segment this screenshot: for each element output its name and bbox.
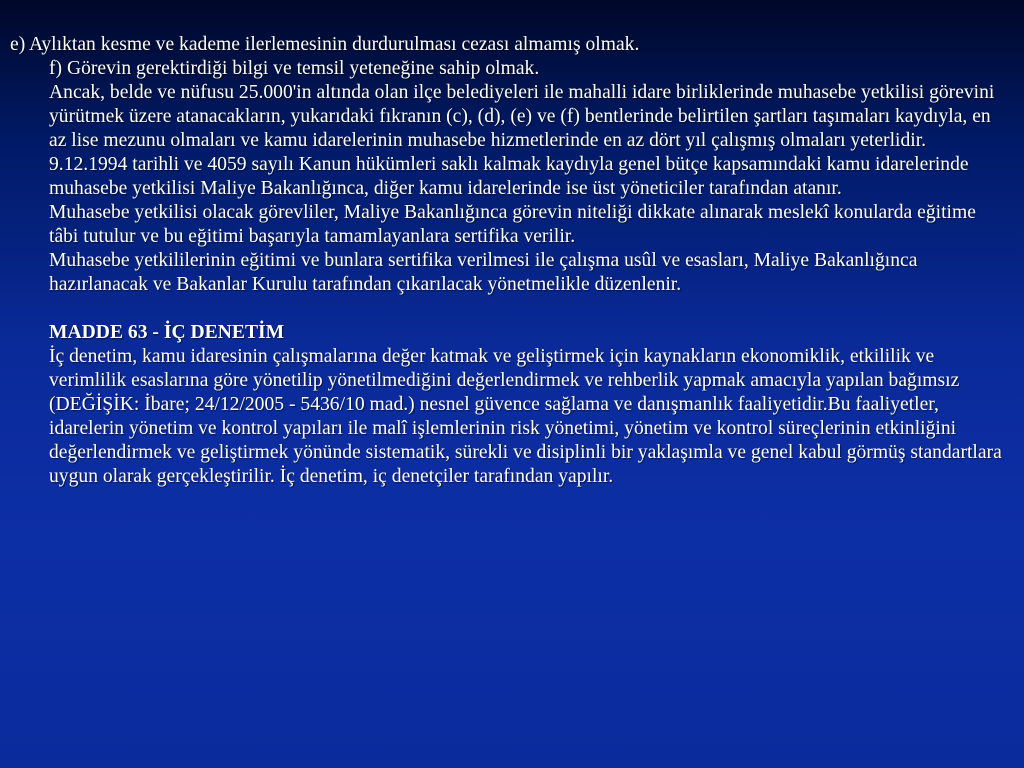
paragraph-sertifika: Muhasebe yetkililerinin eğitimi ve bunlara sertifika verilmesi ile çalışma usûl ve esasları, Maliye Bakanlığınca hazırlanacak ve Bakanlar Kurulu tarafından çıkarılacak yönetmelikle düzenlenir. xyxy=(49,250,918,295)
clause-f-line: f) Görevin gerektirdiği bilgi ve temsil yeteneğine sahip olmak. xyxy=(49,58,540,79)
blank-line xyxy=(49,297,1010,321)
paragraph-ancak: Ancak, belde ve nüfusu 25.000'in altında olan ilçe belediyeleri ile mahalli idare birliklerinde muhasebe yetkilisi görevini yürütmek üzere atanacakların, yukarıdaki fıkranın (c), (d), (e) ve (f) bentlerinde belirtilen şartları taşımaları kaydıyla, en az lise mezunu olmaları ve kamu idarelerinin muhasebe hizmetlerinde en az dört yıl çalışmış olmaları yeterlidir. xyxy=(49,82,995,151)
paragraph-ic-denetim: İç denetim, kamu idaresinin çalışmalarına değer katmak ve geliştirmek için kaynakların ekonomiklik, etkililik ve verimlilik esaslarına göre yönetilip yönetilmediğini değerlendirmek ve rehberlik yapmak amacıyla yapılan bağımsız (DEĞİŞİK: İbare; 24/12/2005 - 5436/10 mad.) nesnel güvence sağlama ve danışmanlık faaliyetidir.Bu faaliyetler, idarelerin yönetim ve kontrol yapıları ile malî işlemlerinin risk yönetimi, yönetim ve kontrol süreçlerinin etkinliğini değerlendirmek ve geliştirmek yönünde sistematik, sürekli ve disiplinli bir yaklaşımla ve genel kabul görmüş standartlara uygun olarak gerçekleştirilir. İç denetim, iç denetçiler tarafından yapılır. xyxy=(49,346,1002,487)
paragraph-egitim: Muhasebe yetkilisi olacak görevliler, Maliye Bakanlığınca görevin niteliği dikkate alınarak meslekî konularda eğitime tâbi tutulur ve bu eğitimi başarıyla tamamlayanlara sertifika verilir. xyxy=(49,202,976,247)
slide-body-text xyxy=(10,33,1010,489)
clause-e-line: e) Aylıktan kesme ve kademe ilerlemesinin durdurulması cezası almamış olmak. xyxy=(10,34,640,55)
article-heading: MADDE 63 - İÇ DENETİM xyxy=(49,322,285,343)
indented-body xyxy=(10,57,1010,489)
paragraph-kanun: 9.12.1994 tarihli ve 4059 sayılı Kanun hükümleri saklı kalmak kaydıyla genel bütçe kapsamındaki kamu idarelerinde muhasebe yetkilisi Maliye Bakanlığınca, diğer kamu idarelerinde ise üst yöneticiler tarafından atanır. xyxy=(49,154,969,199)
